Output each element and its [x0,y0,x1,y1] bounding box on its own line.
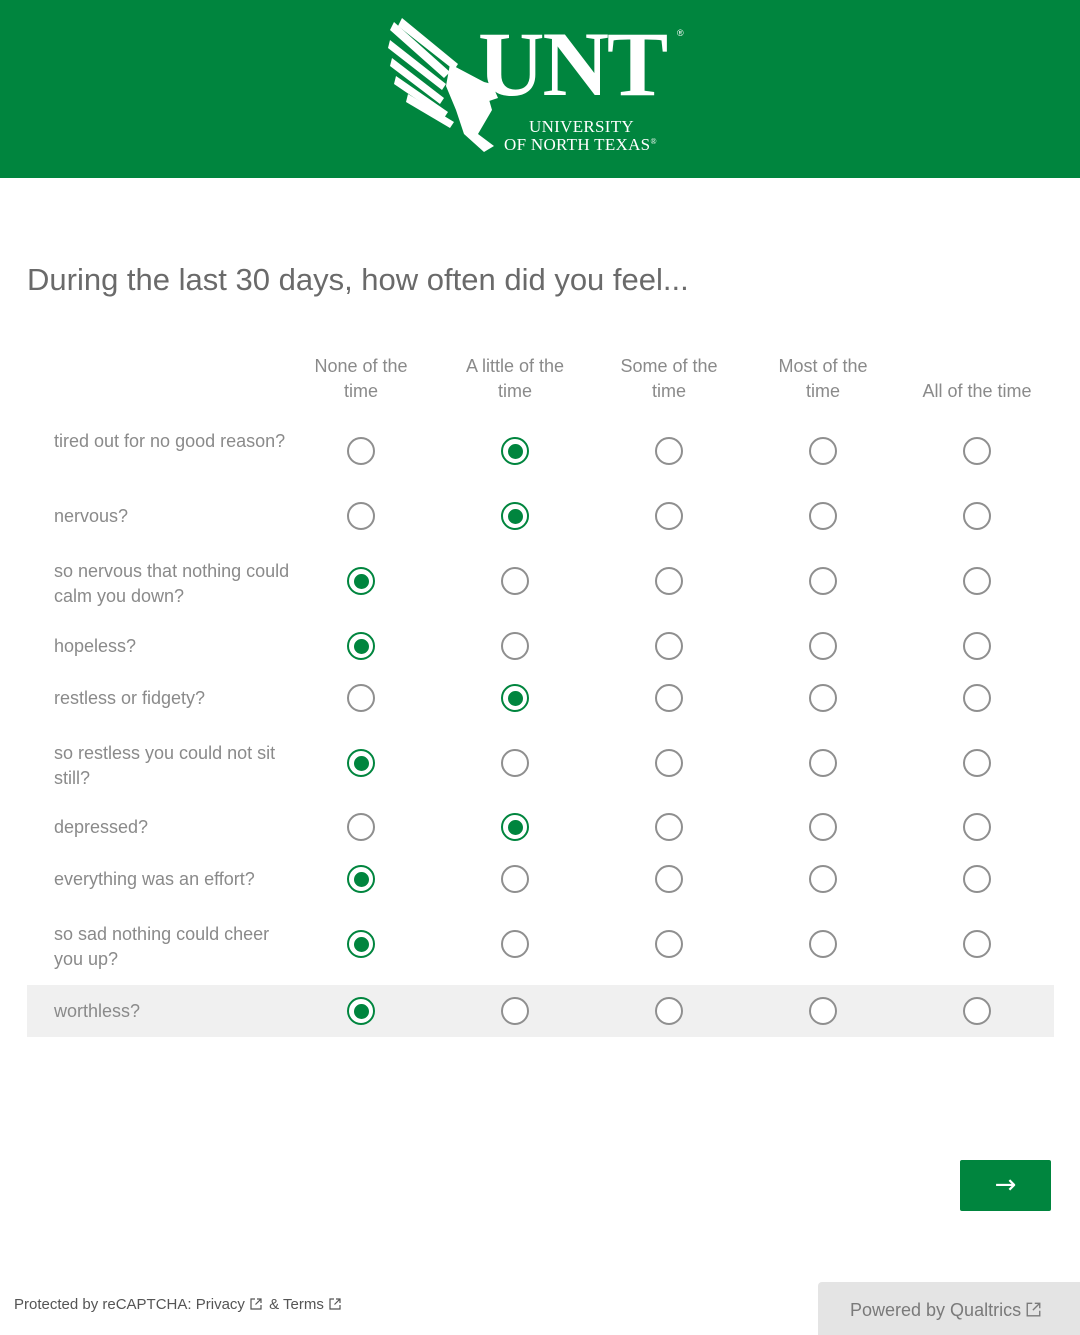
radio-option[interactable] [963,502,991,530]
radio-option[interactable] [501,749,529,777]
question-title: During the last 30 days, how often did you feel... [27,262,689,297]
radio-option[interactable] [347,813,375,841]
radio-option-selected[interactable] [347,632,375,660]
powered-by-text: Powered by Qualtrics [850,1300,1022,1320]
radio-option[interactable] [809,997,837,1025]
radio-option[interactable] [501,865,529,893]
row-label: so nervous that nothing could calm you down? [54,561,290,606]
radio-option[interactable] [655,684,683,712]
matrix-row [27,425,1054,477]
unt-logo [388,14,698,160]
row-label: hopeless? [54,636,137,656]
radio-option[interactable] [347,437,375,465]
matrix-row [27,737,1054,789]
column-header: None of the time [314,356,408,401]
column-header: A little of the time [465,356,565,401]
radio-option[interactable] [809,749,837,777]
radio-option[interactable] [347,502,375,530]
external-link-icon [329,1298,341,1310]
row-label: tired out for no good reason? [54,431,286,451]
radio-option[interactable] [655,632,683,660]
column-header: Some of the time [620,356,718,401]
radio-option[interactable] [655,567,683,595]
radio-option[interactable] [501,567,529,595]
radio-option[interactable] [809,865,837,893]
privacy-link[interactable]: Privacy [196,1296,265,1313]
external-link-icon [1026,1302,1041,1317]
matrix-row [27,672,1054,724]
recaptcha-notice [14,1296,344,1313]
external-link-icon [250,1298,262,1310]
matrix-row [27,918,1054,970]
recaptcha-text: Protected by reCAPTCHA: [14,1296,192,1313]
and-text: & [269,1296,280,1313]
matrix-row [27,555,1054,607]
radio-option[interactable] [655,813,683,841]
radio-option[interactable] [501,632,529,660]
row-label: everything was an effort? [54,869,255,889]
radio-option[interactable] [655,749,683,777]
column-header: All of the time [922,381,1032,401]
radio-option[interactable] [809,437,837,465]
radio-option-selected[interactable] [347,749,375,777]
radio-option-selected[interactable] [501,437,529,465]
radio-option-selected[interactable] [347,997,375,1025]
logo-of-north-texas: OF NORTH TEXAS® [504,135,657,154]
radio-option[interactable] [963,632,991,660]
row-label: depressed? [54,817,149,837]
radio-option[interactable] [501,930,529,958]
radio-option[interactable] [655,997,683,1025]
matrix-row [27,853,1054,905]
radio-option[interactable] [809,930,837,958]
matrix-row [27,801,1054,853]
powered-by-qualtrics-link[interactable] [818,1282,1080,1335]
radio-option-selected[interactable] [347,865,375,893]
radio-option[interactable] [347,684,375,712]
matrix-row [27,490,1054,542]
row-label: nervous? [54,506,129,526]
row-label: restless or fidgety? [54,688,206,708]
radio-option-selected[interactable] [347,930,375,958]
terms-link[interactable]: Terms [283,1296,344,1313]
radio-option[interactable] [809,502,837,530]
radio-option[interactable] [655,930,683,958]
radio-option[interactable] [963,930,991,958]
logo-registered-mark: ® [677,28,684,38]
row-label: so restless you could not sit still? [54,743,276,788]
radio-option[interactable] [963,684,991,712]
logo-university: UNIVERSITY [529,117,634,136]
next-button[interactable]: → [960,1160,1051,1211]
radio-option[interactable] [963,437,991,465]
radio-option[interactable] [655,502,683,530]
radio-option-selected[interactable] [501,813,529,841]
matrix-row [27,620,1054,672]
radio-option[interactable] [963,749,991,777]
radio-option[interactable] [809,684,837,712]
radio-option[interactable] [963,567,991,595]
radio-option[interactable] [809,813,837,841]
row-label: worthless? [54,1001,141,1021]
radio-option[interactable] [963,997,991,1025]
matrix-row [27,985,1054,1037]
radio-option[interactable] [809,632,837,660]
radio-option[interactable] [501,997,529,1025]
radio-option[interactable] [809,567,837,595]
radio-option-selected[interactable] [501,502,529,530]
column-header: Most of the time [778,356,868,401]
radio-option[interactable] [963,813,991,841]
header-banner [0,0,1080,178]
logo-wordmark: UNT [478,13,667,115]
radio-option[interactable] [655,865,683,893]
radio-option-selected[interactable] [501,684,529,712]
row-label: so sad nothing could cheer you up? [54,924,270,969]
radio-option-selected[interactable] [347,567,375,595]
radio-option[interactable] [963,865,991,893]
radio-option[interactable] [655,437,683,465]
